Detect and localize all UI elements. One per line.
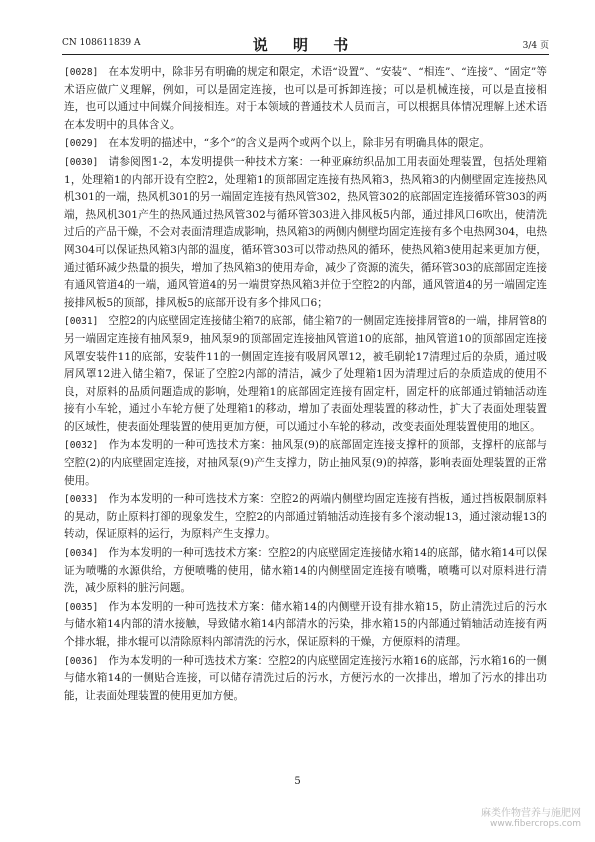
paragraph-text: 在本发明的描述中，“多个”的含义是两个或两个以上，除非另有明确具体的限定。 — [108, 137, 490, 150]
paragraph-0032 — [64, 437, 547, 490]
paragraph-text: 在本发明中，除非另有明确的规定和限定，术语“设置”、“安装”、“相连”、“连接”、“固定”等术语应做广义理解，例如，可以是固定连接，也可以是可拆卸连接；可以是机械连接，可以是直接相连，也可以通过中间媒介间接相连。对于本领域的普通技术人员而言，可以根据具体情况理解上述术语在本发明中的具体含义。 — [64, 66, 547, 131]
paragraph-text: 作为本发明的一种可选技术方案：储水箱14的内侧壁开设有排水箱15，防止清洗过后的污水与储水箱14内部的清水接触，导致储水箱14内部清水的污染，排水箱15的内部通过销轴活动连接有两个排水辊，排水辊可以清除原料内部清洗的污水，保证原料的干燥，方便原料的清理。 — [64, 600, 547, 648]
paragraph-0035 — [64, 599, 547, 652]
site-watermark — [481, 808, 581, 830]
section-title: 说 明 书 — [252, 36, 359, 54]
paragraph-text: 请参阅图1-2，本发明提供一种技术方案：一种亚麻纺织品加工用表面处理装置，包括处理箱1，处理箱1的内部开设有空腔2，处理箱1的顶部固定连接有热风箱3，热风箱3的内侧壁固定连接热风机301的一端，热风机301的另一端固定连接有热风管302，热风管302的底部固定连接循环管303的两端，热风机301产生的热风通过热风管302与循环管303进入排风板5内部，通过排风口6吹出，使清洗过后的产品干燥，不会对表面清理造成影响，热风箱3的两侧内侧壁均固定连接有多个电热网304，电热网304可以保证热风箱3内部的温度，循环管303可以带动热风的循环，使热风箱3使用起来更加方便，通过循环减少热量的损失，增加了热风箱3的使用寿命，减少了资源的流失，循环管303的底部固定连接有通风管道4的一端，通风管道4的另一端贯穿热风箱3并位于空腔2的内部，通风管道4的另一端固定连接排风板5的顶部，排风板5的底部开设有多个排风口6； — [64, 155, 547, 309]
paragraph-number: [0033] — [64, 494, 99, 506]
paragraph-number: [0032] — [64, 440, 99, 452]
paragraph-text: 作为本发明的一种可选技术方案：空腔2的两端内侧壁均固定连接有挡板，通过挡板限制原料的晃动，防止原料打卻的现象发生，空腔2的内部通过销轴活动连接有多个滚动辊13，通过滚动辊13的转动，保证原料的运行，为原料产生支撑力。 — [64, 493, 547, 541]
document-body — [64, 64, 547, 706]
paragraph-0033 — [64, 491, 547, 544]
paragraph-number: [0028] — [64, 67, 99, 78]
paragraph-0034 — [64, 545, 547, 598]
page-number: 5 — [294, 776, 301, 787]
paragraph-number: [0031] — [64, 316, 99, 328]
paragraph-text: 作为本发明的一种可选技术方案：抽风泵(9)的底部固定连接支撑杆的顶部，支撑杆的底部与空腔(2)的内底壁固定连接，对抽风泵(9)产生支撑力，防止抽风泵(9)的掉落，影响表面处理装置的正常使用。 — [64, 439, 547, 487]
paragraph-0029 — [64, 135, 547, 153]
watermark-site-name: 麻类作物营养与施肥网 — [481, 808, 581, 819]
paragraph-text: 空腔2的内底壁固定连接储尘箱7的底部，储尘箱7的一侧固定连接排屑管8的一端，排屑管8的另一端固定连接有抽风泵9，抽风泵9的顶部固定连接抽风管道10的底部，抽风管道10的顶部固定连接风罩安装件11的底部，安装件11的一侧固定连接有吸屑风罩12，被毛刷轮17清理过后的杂质，通过吸屑风罩12进入储尘箱7，保证了空腔2内部的清洁，减少了处理箱1因为清理过后的杂质造成的使用不良，对原料的品质问题造成的影响，处理箱1的底部固定连接有固定杆，固定杆的底部通过销轴活动连接有小车轮，通过小车轮方便了处理箱1的移动，增加了表面处理装置的移动性，扩大了表面处理装置的区域性，使表面处理装置的使用更加方便，可以通过小车轮的移动，改变表面处理装置使用的地区。 — [64, 315, 547, 433]
paragraph-text: 作为本发明的一种可选技术方案：空腔2的内底壁固定连接储水箱14的底部，储水箱14可以保证为喷嘴的水源供给，方便喷嘴的使用，储水箱14的内侧壁固定连接有喷嘴，喷嘴可以对原料进行清洗，减少原料的脏污问题。 — [64, 547, 547, 595]
paragraph-0030 — [64, 154, 547, 312]
paragraph-number: [0035] — [64, 601, 99, 613]
paragraph-0036 — [64, 653, 547, 706]
patent-number: CN 108611839 A — [62, 38, 141, 48]
paragraph-number: [0036] — [64, 655, 99, 667]
watermark-url: www.fibercrops.com — [490, 819, 581, 829]
paragraph-number: [0034] — [64, 548, 99, 560]
paragraph-0031 — [64, 313, 547, 436]
page-header — [62, 34, 549, 55]
paragraph-text: 作为本发明的一种可选技术方案：空腔2的内底壁固定连接污水箱16的底部，污水箱16的一侧与储水箱14的一侧贴合连接，可以储存清洗过后的污水，方便污水的一次排出，增加了污水的排出功能，让表面处理装置的使用更加方便。 — [64, 654, 547, 702]
paragraph-0028 — [64, 64, 547, 134]
paragraph-number: [0029] — [64, 138, 99, 150]
page-count: 3/4 页 — [522, 41, 549, 51]
paragraph-number: [0030] — [64, 156, 99, 168]
